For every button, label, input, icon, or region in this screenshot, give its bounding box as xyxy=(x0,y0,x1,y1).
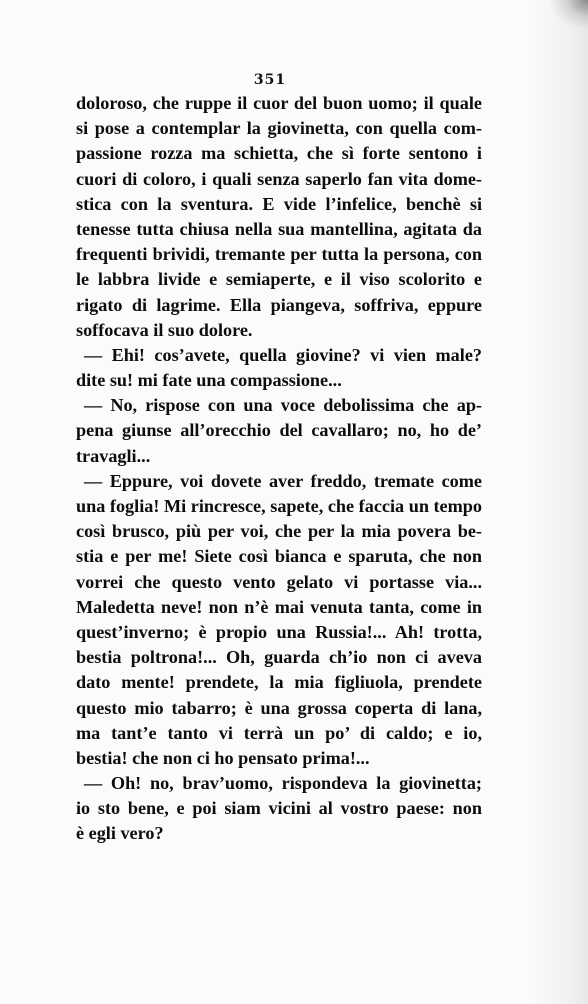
text-line: ma tant’e tanto vi terrà un po’ di caldo; e io, xyxy=(76,722,482,743)
text-line: travagli... xyxy=(76,445,151,466)
text-line: rigato di lagrime. Ella piangeva, soffriva, eppure xyxy=(76,294,482,315)
text-line: tenesse tutta chiusa nella sua mantellina, agitata da xyxy=(76,218,482,239)
text-line: stia e per me! Siete così bianca e sparuta, che non xyxy=(76,546,482,567)
text-line: frequenti brividi, tremante per tutta la persona, con xyxy=(76,244,482,265)
text-line: soffocava il suo dolore. xyxy=(76,319,253,340)
text-line: — No, rispose con una voce debolissima che ap- xyxy=(84,395,482,416)
text-line: io sto bene, e poi siam vicini al vostro paese: non xyxy=(76,798,482,819)
text-line: dite su! mi fate una compassione... xyxy=(76,370,342,391)
text-line: bestia poltrona!... Oh, guarda ch’io non ci aveva xyxy=(76,647,482,668)
text-line: passione rozza ma schietta, che sì forte sentono i xyxy=(76,143,482,164)
text-line: Maledetta neve! non n’è mai venuta tanta, come in xyxy=(76,596,482,617)
text-line: doloroso, che ruppe il cuor del buon uomo; il quale xyxy=(76,93,482,113)
text-line: bestia! che non ci ho pensato prima!... xyxy=(76,747,370,768)
text-line: così brusco, più per voi, che per la mia povera be- xyxy=(76,521,482,542)
text-line: stica con la sventura. E vide l’infelice, benchè si xyxy=(76,193,482,214)
text-line: si pose a contemplar la giovinetta, con quella com- xyxy=(76,118,482,139)
text-line: una foglia! Mi rincresce, sapete, che faccia un tempo xyxy=(76,496,482,516)
text-line: le labbra livide e semiaperte, e il viso scolorito e xyxy=(76,269,482,290)
text-line: è egli vero? xyxy=(76,823,164,844)
text-line: vorrei che questo vento gelato vi portasse via... xyxy=(76,571,482,592)
body-text xyxy=(76,91,482,847)
text-line: — Eppure, voi dovete aver freddo, tremate come xyxy=(84,470,482,491)
scan-edge-shading xyxy=(528,0,588,1004)
text-line: questo mio tabarro; è una grossa coperta di lana, xyxy=(76,697,482,718)
text-line: pena giunse all’orecchio del cavallaro; no, ho de’ xyxy=(76,420,482,441)
text-line: cuori di coloro, i quali senza saperlo fan vita dome- xyxy=(76,168,482,189)
text-line: dato mente! prendete, la mia figliuola, prendete xyxy=(76,672,482,693)
scan-corner-mark xyxy=(548,0,588,30)
text-line: — Oh! no, brav’uomo, rispondeva la giovinetta; xyxy=(84,773,482,794)
text-line: quest’inverno; è propio una Russia!... Ah! trotta, xyxy=(76,621,482,642)
page-number: 351 xyxy=(253,72,287,88)
text-line: — Ehi! cos’avete, quella giovine? vi vien male? xyxy=(84,344,482,365)
